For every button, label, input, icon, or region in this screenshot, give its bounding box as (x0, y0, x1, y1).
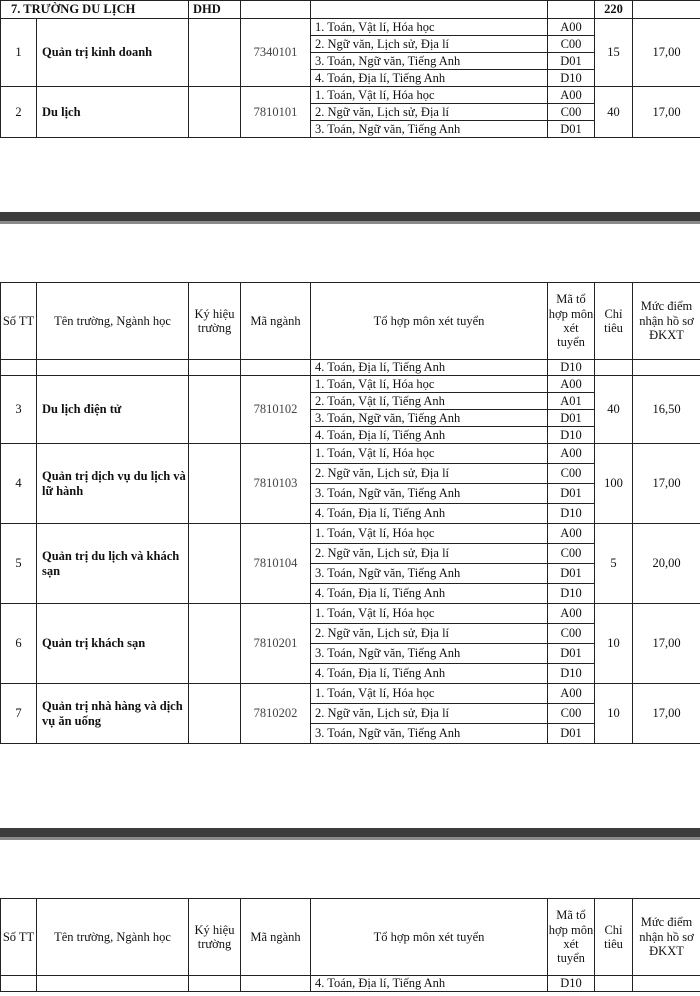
combo-label: 3. Toán, Ngữ văn, Tiếng Anh (311, 644, 548, 664)
combo-code: A00 (548, 524, 595, 544)
combo-label: 2. Ngữ văn, Lịch sử, Địa lí (311, 704, 548, 724)
combo-label: 3. Toán, Ngữ văn, Tiếng Anh (311, 121, 548, 138)
combo-code: D10 (548, 427, 595, 444)
combo-code: C00 (548, 624, 595, 644)
combo-label: 3. Toán, Ngữ văn, Tiếng Anh (311, 53, 548, 70)
combo-label: 3. Toán, Ngữ văn, Tiếng Anh (311, 484, 548, 504)
header-so-tt: Số TT (1, 283, 37, 360)
program-name: Du lịch (37, 87, 189, 138)
combo-code: D01 (548, 484, 595, 504)
program-name: Quản trị du lịch và khách sạn (37, 524, 189, 604)
combo-code: D01 (548, 410, 595, 427)
combo-label: 4. Toán, Địa lí, Tiếng Anh (311, 584, 548, 604)
combo-label: 4. Toán, Địa lí, Tiếng Anh (311, 427, 548, 444)
combo-label: 2. Ngữ văn, Lịch sử, Địa lí (311, 544, 548, 564)
program-stt: 1 (1, 19, 37, 87)
program-quota: 5 (595, 524, 633, 604)
program-score: 17,00 (633, 684, 700, 744)
combo-row (1, 444, 700, 464)
combo-code: D01 (548, 53, 595, 70)
combo-code: C00 (548, 704, 595, 724)
program-quota: 40 (595, 376, 633, 444)
combo-label: 4. Toán, Địa lí, Tiếng Anh (311, 70, 548, 87)
program-name: Quản trị kinh doanh (37, 19, 189, 87)
header-ma-nganh: Mã ngành (241, 899, 311, 976)
program-name: Quản trị dịch vụ du lịch và lữ hành (37, 444, 189, 524)
school-code: DHD (189, 1, 241, 19)
combo-code: A01 (548, 393, 595, 410)
header-ten-truong: Tên trường, Ngành học (37, 899, 189, 976)
combo-code: D10 (548, 504, 595, 524)
admissions-table-page-2 (0, 282, 700, 744)
school-row (1, 1, 700, 19)
header-chi-tieu: Chỉ tiêu (595, 283, 633, 360)
combo-label: 4. Toán, Địa lí, Tiếng Anh (311, 664, 548, 684)
combo-label: 4. Toán, Địa lí, Tiếng Anh (311, 976, 548, 992)
combo-label: 1. Toán, Vật lí, Hóa học (311, 87, 548, 104)
program-school-code (189, 524, 241, 604)
program-stt: 7 (1, 684, 37, 744)
program-school-code (189, 604, 241, 684)
combo-code: A00 (548, 444, 595, 464)
combo-code: C00 (548, 36, 595, 53)
program-score: 17,00 (633, 604, 700, 684)
program-school-code (189, 87, 241, 138)
combo-code: A00 (548, 87, 595, 104)
header-to-hop: Tổ hợp môn xét tuyển (311, 283, 548, 360)
program-stt: 2 (1, 87, 37, 138)
program-stt: 4 (1, 444, 37, 524)
combo-label: 3. Toán, Ngữ văn, Tiếng Anh (311, 564, 548, 584)
table-header-row (1, 899, 700, 976)
school-name: 7. TRƯỜNG DU LỊCH (1, 1, 189, 19)
program-code: 7810104 (241, 524, 311, 604)
program-school-code (189, 444, 241, 524)
program-code: 7810101 (241, 87, 311, 138)
program-score: 17,00 (633, 19, 700, 87)
program-score: 17,00 (633, 87, 700, 138)
program-quota: 10 (595, 604, 633, 684)
combo-label: 1. Toán, Vật lí, Hóa học (311, 19, 548, 36)
combo-code: D10 (548, 70, 595, 87)
program-name: Quản trị nhà hàng và dịch vụ ăn uống (37, 684, 189, 744)
program-stt: 5 (1, 524, 37, 604)
combo-code: C00 (548, 104, 595, 121)
program-quota: 15 (595, 19, 633, 87)
program-code: 7810202 (241, 684, 311, 744)
header-ky-hieu: Ký hiệu trường (189, 899, 241, 976)
admissions-table-page-1 (0, 0, 700, 138)
header-ky-hieu: Ký hiệu trường (189, 283, 241, 360)
combo-label: 1. Toán, Vật lí, Hóa học (311, 604, 548, 624)
section-2-body (1, 376, 700, 744)
combo-label: 2. Ngữ văn, Lịch sử, Địa lí (311, 464, 548, 484)
header-ma-nganh: Mã ngành (241, 283, 311, 360)
combo-label: 2. Ngữ văn, Lịch sử, Địa lí (311, 104, 548, 121)
combo-row (1, 87, 700, 104)
page-break-divider (0, 212, 700, 224)
combo-label: 1. Toán, Vật lí, Hóa học (311, 524, 548, 544)
combo-label: 4. Toán, Địa lí, Tiếng Anh (311, 504, 548, 524)
combo-row (1, 684, 700, 704)
combo-row (1, 524, 700, 544)
program-name: Du lịch điện tử (37, 376, 189, 444)
program-code: 7810102 (241, 376, 311, 444)
program-code: 7810201 (241, 604, 311, 684)
combo-label: 3. Toán, Ngữ văn, Tiếng Anh (311, 410, 548, 427)
combo-code: D01 (548, 644, 595, 664)
combo-code: A00 (548, 376, 595, 393)
combo-code: D01 (548, 724, 595, 744)
combo-code: C00 (548, 464, 595, 484)
header-muc-diem: Mức điểm nhận hồ sơ ĐKXT (633, 899, 700, 976)
header-ma-to-hop: Mã tổ hợp môn xét tuyển (548, 283, 595, 360)
program-score: 16,50 (633, 376, 700, 444)
combo-label: 1. Toán, Vật lí, Hóa học (311, 376, 548, 393)
admissions-table-page-3 (0, 898, 700, 992)
combo-label: 2. Toán, Vật lí, Tiếng Anh (311, 393, 548, 410)
combo-label: 1. Toán, Vật lí, Hóa học (311, 684, 548, 704)
table-header-row (1, 283, 700, 360)
combo-code: D01 (548, 121, 595, 138)
combo-code: D01 (548, 564, 595, 584)
program-score: 20,00 (633, 524, 700, 604)
combo-label: 3. Toán, Ngữ văn, Tiếng Anh (311, 724, 548, 744)
program-score: 17,00 (633, 444, 700, 524)
combo-label: 1. Toán, Vật lí, Hóa học (311, 444, 548, 464)
combo-row (1, 376, 700, 393)
combo-code: A00 (548, 684, 595, 704)
combo-code: D10 (548, 584, 595, 604)
program-name: Quản trị khách sạn (37, 604, 189, 684)
combo-code: D10 (548, 976, 595, 992)
program-quota: 10 (595, 684, 633, 744)
header-ten-truong: Tên trường, Ngành học (37, 283, 189, 360)
combo-code: A00 (548, 19, 595, 36)
school-total-quota: 220 (595, 1, 633, 19)
program-quota: 40 (595, 87, 633, 138)
header-to-hop: Tổ hợp môn xét tuyển (311, 899, 548, 976)
section-1-body (1, 19, 700, 138)
program-school-code (189, 19, 241, 87)
combo-label: 2. Ngữ văn, Lịch sử, Địa lí (311, 624, 548, 644)
header-muc-diem: Mức điểm nhận hồ sơ ĐKXT (633, 283, 700, 360)
program-school-code (189, 376, 241, 444)
program-quota: 100 (595, 444, 633, 524)
header-ma-to-hop: Mã tổ hợp môn xét tuyển (548, 899, 595, 976)
program-stt: 6 (1, 604, 37, 684)
program-stt: 3 (1, 376, 37, 444)
combo-row (1, 604, 700, 624)
program-code: 7340101 (241, 19, 311, 87)
combo-label: 2. Ngữ văn, Lịch sử, Địa lí (311, 36, 548, 53)
header-so-tt: Số TT (1, 899, 37, 976)
continuation-row (1, 976, 700, 992)
program-school-code (189, 684, 241, 744)
program-code: 7810103 (241, 444, 311, 524)
combo-label: 4. Toán, Địa lí, Tiếng Anh (311, 360, 548, 376)
combo-row (1, 19, 700, 36)
header-chi-tieu: Chỉ tiêu (595, 899, 633, 976)
page-break-divider (0, 828, 700, 840)
combo-code: C00 (548, 544, 595, 564)
combo-code: A00 (548, 604, 595, 624)
combo-code: D10 (548, 664, 595, 684)
continuation-row (1, 360, 700, 376)
combo-code: D10 (548, 360, 595, 376)
